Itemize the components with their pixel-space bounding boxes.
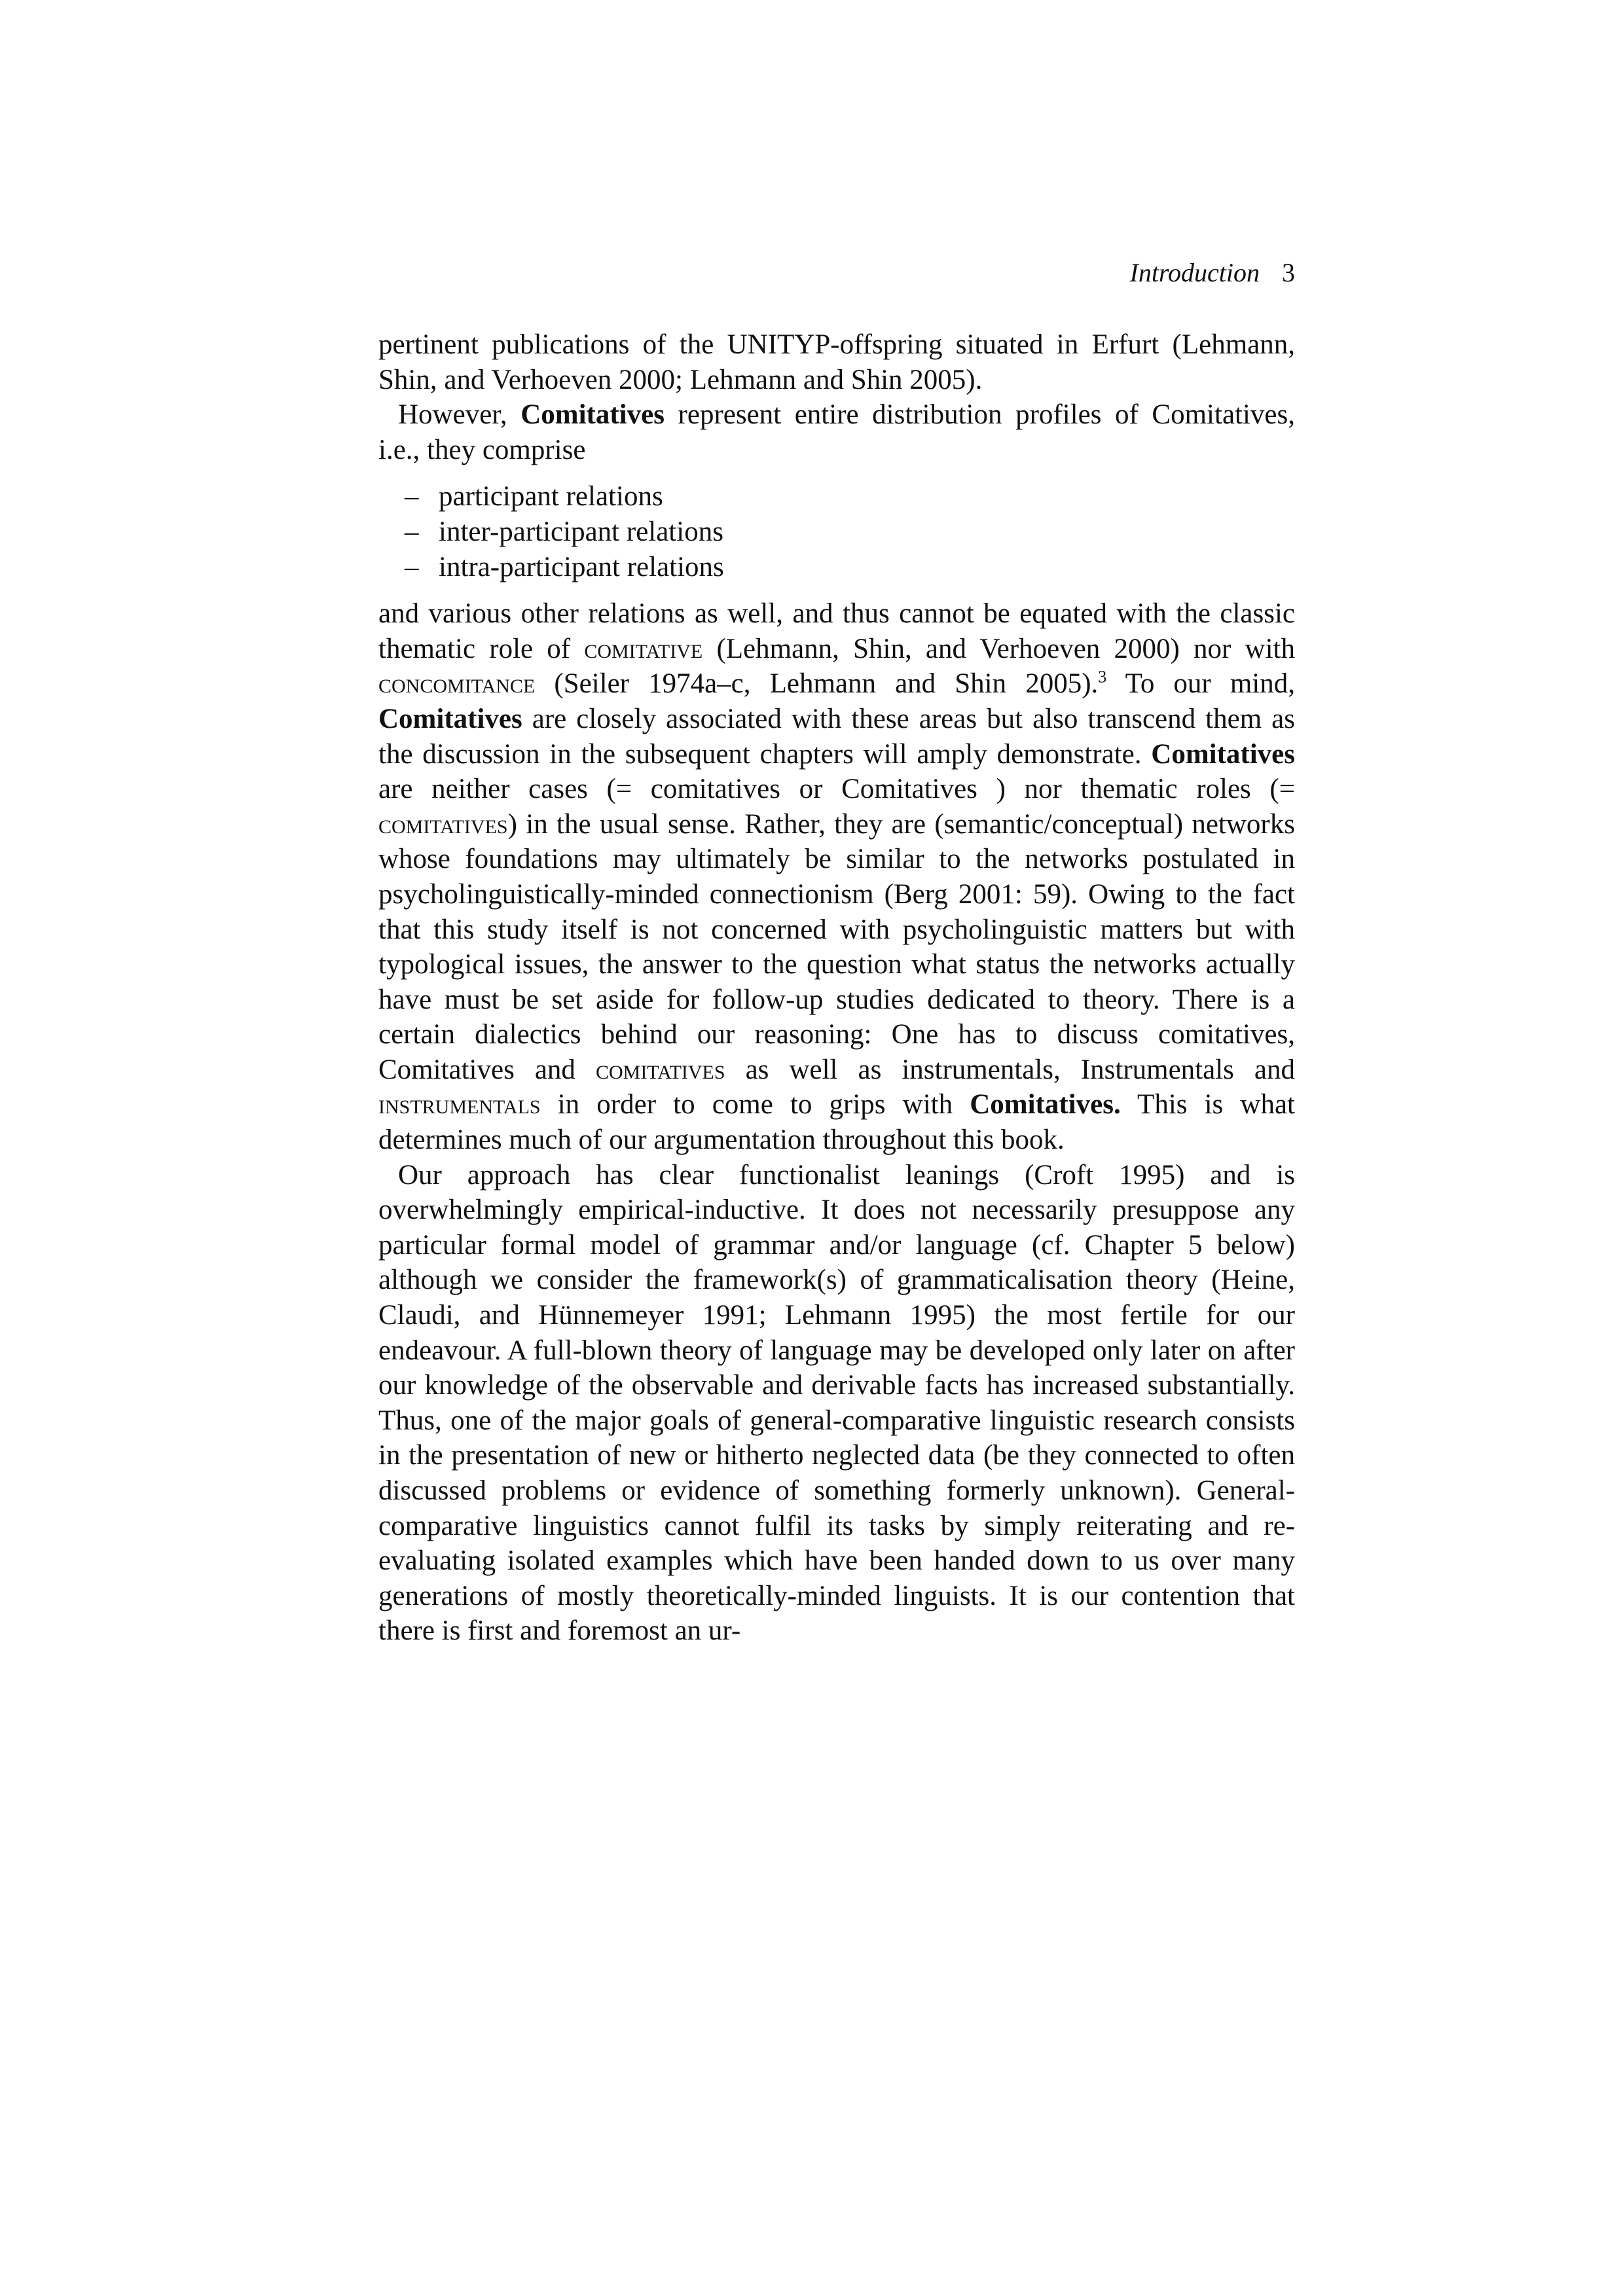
dash-bullet: – <box>405 481 419 512</box>
page-number: 3 <box>1282 258 1295 287</box>
p3-bold-term: Comitatives. <box>970 1089 1121 1121</box>
running-head-title: Introduction <box>1129 258 1260 287</box>
list-item <box>405 514 1295 550</box>
p3-text: (Lehmann, Shin, and Verhoeven 2000) nor with <box>702 633 1295 664</box>
p3-text: and various other relations as well, and thus cannot be equated with the classic thematic role of <box>378 598 1295 664</box>
p2-text-a: However, <box>398 399 521 431</box>
p3-text: in order to come to grips with <box>540 1089 970 1121</box>
p3-text: ) in the usual sense. Rather, they are (semantic/conceptual) networks whose foundations may ultimately be similar to the networks postulated in psycholinguistically-minded connectionism (Berg 2001: 59). Owing to the fact that this study itself is not concerned with psycholinguistic matters but with typological issues, the answer to the question what status the networks actually have must be set aside for follow-up studies dedicated to theory. There is a certain dialectics behind our reasoning: One has to discuss comitatives, Comitatives and <box>378 808 1295 1085</box>
p3-bold-term: Comitatives <box>1151 738 1295 770</box>
list-item <box>405 550 1295 585</box>
p3-small-caps: concomitance <box>378 668 536 700</box>
relations-list <box>405 479 1295 584</box>
p3-text: (Seiler 1974a–c, Lehmann and Shin 2005). <box>535 668 1099 700</box>
paragraph-1: pertinent publications of the UNITYP-offspring situated in Erfurt (Lehmann, Shin, and Verhoeven 2000; Lehmann and Shin 2005). <box>378 329 1295 395</box>
list-item-text: intra-participant relations <box>439 551 724 583</box>
dash-bullet: – <box>405 516 419 547</box>
running-head <box>378 257 1295 289</box>
p2-bold-term: Comitatives <box>520 399 665 431</box>
p3-small-caps: comitatives <box>595 1054 725 1085</box>
list-item <box>405 479 1295 514</box>
paragraph-3 <box>378 596 1295 1158</box>
p3-text: This is what determines much of our argumentation throughout this book. <box>378 1089 1296 1156</box>
footnote-marker[interactable]: 3 <box>1098 668 1107 687</box>
p3-small-caps: instrumentals <box>378 1089 541 1121</box>
body-text <box>378 327 1295 1649</box>
p3-bold-term: Comitatives <box>378 703 522 734</box>
p3-small-caps: comitative <box>584 633 703 664</box>
paragraph-2 <box>378 397 1295 467</box>
p3-text: are neither cases (= comitatives or Comitatives ) nor thematic roles (= <box>378 774 1295 805</box>
p3-text: as well as instrumentals, Instrumentals and <box>725 1054 1296 1085</box>
list-item-text: inter-participant relations <box>439 516 723 547</box>
p2-text-c: represent entire distribution profiles of Comitatives, i.e., they comprise <box>378 399 1295 465</box>
p3-small-caps: comitatives <box>378 808 508 840</box>
p3-text: are closely associated with these areas but also transcend them as the discussion in the subsequent chapters will amply demonstrate. <box>378 703 1295 770</box>
paragraph-4: Our approach has clear functionalist leanings (Croft 1995) and is overwhelmingly empirical-inductive. It does not necessarily presuppose any particular formal model of grammar and/or language (cf. Chapter 5 below) although we consider the framework(s) of grammaticalisation theory (Heine, Claudi, and Hünnemeyer 1991; Lehmann 1995) the most fertile for our endeavour. A full-blown theory of language may be developed only later on after our knowledge of the observable and derivable facts has increased substantially. Thus, one of the major goals of general-comparative linguistic research consists in the presentation of new or hitherto neglected data (be they connected to often discussed problems or evidence of something formerly unknown). General-comparative linguistics cannot fulfil its tasks by simply reiterating and re-evaluating isolated examples which have been handed down to us over many generations of mostly theoretically-minded linguists. It is our contention that there is first and foremost an ur- <box>378 1159 1295 1647</box>
list-item-text: participant relations <box>439 481 663 512</box>
p3-text: To our mind, <box>1106 668 1295 700</box>
dash-bullet: – <box>405 551 419 583</box>
